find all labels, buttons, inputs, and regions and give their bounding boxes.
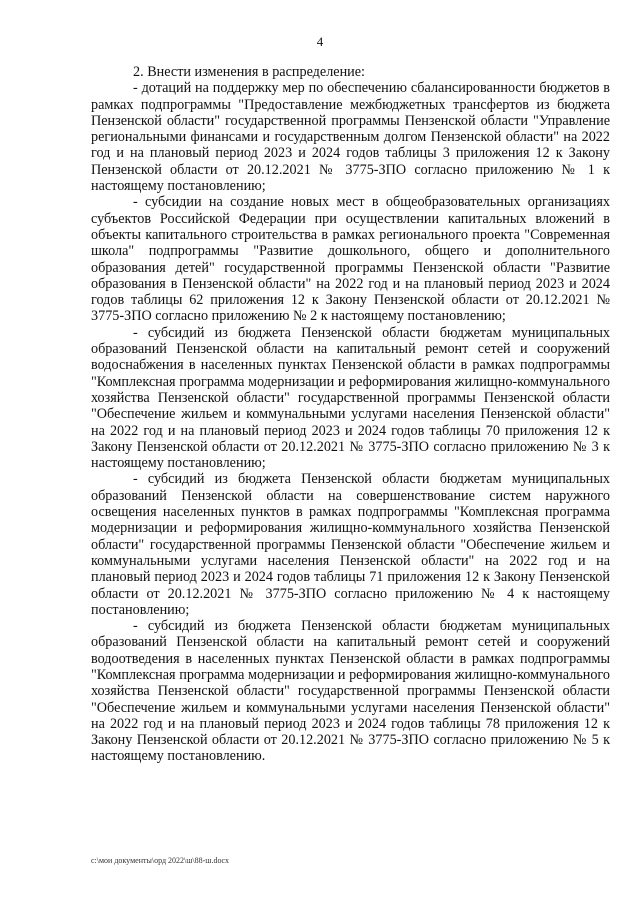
section-heading: 2. Внести изменения в распределение: <box>133 64 365 80</box>
paragraph-item: - субсидий из бюджета Пензенской области бюджетам муниципальных образований Пензенской области на капитальный ремонт сетей и сооружений водоотведения в населенных пунктах Пензенской области в рамках подпрограммы "Комплексная программа модернизации и реформирования жилищно-коммунального хозяйства Пензенской области" государственной программы Пензенской области "Обеспечение жильем и коммунальными услугами населения Пензенской области" на 2022 год и на плановый период 2023 и 2024 годов таблицы 78 приложения 12 к Закону Пензенской области от 20.12.2021 № 3775-ЗПО согласно приложению № 5 к настоящему постановлению. <box>91 618 610 765</box>
paragraph-item: - дотаций на поддержку мер по обеспечению сбалансированности бюджетов в рамках подпрограммы "Предоставление межбюджетных трансфертов из бюджета Пензенской области" государственной программы Пензенской области "Управление региональными финансами и государственным долгом Пензенской области" на 2022 год и на плановый период 2023 и 2024 годов таблицы 3 приложения 12 к Закону Пензенской области от 20.12.2021 № 3775-ЗПО согласно приложению № 1 к настоящему постановлению; <box>91 80 610 195</box>
footer-file-path: c:\мои документы\орд 2022\ш\88-ш.docx <box>91 856 230 865</box>
document-body <box>91 64 610 765</box>
paragraph-item: - субсидий из бюджета Пензенской области бюджетам муниципальных образований Пензенской области на капитальный ремонт сетей и сооружений водоснабжения в населенных пунктах Пензенской области в рамках подпрограммы "Комплексная программа модернизации и реформирования жилищно-коммунального хозяйства Пензенской области" государственной программы Пензенской области "Обеспечение жильем и коммунальными услугами населения Пензенской области" на 2022 год и на плановый период 2023 и 2024 годов таблицы 70 приложения 12 к Закону Пензенской области от 20.12.2021 № 3775-ЗПО согласно приложению № 3 к настоящему постановлению; <box>91 324 610 472</box>
page-number: 4 <box>316 34 324 49</box>
paragraph-item: - субсидии на создание новых мест в общеобразовательных организациях субъектов Российской Федерации при осуществлении капитальных вложений в объекты капитального строительства в рамках регионального проекта "Современная школа" подпрограммы "Развитие дошкольного, общего и дополнительного образования детей" государственной программы Пензенской области "Развитие образования в Пензенской области" на 2022 год и на плановый период 2023 и 2024 годов таблицы 62 приложения 12 к Закону Пензенской области от 20.12.2021 № 3775-ЗПО согласно приложению № 2 к настоящему постановлению; <box>91 194 610 325</box>
paragraph-item: - субсидий из бюджета Пензенской области бюджетам муниципальных образований Пензенской области на совершенствование систем наружного освещения населенных пунктов в рамках подпрограммы "Комплексная программа модернизации и реформирования жилищно-коммунального хозяйства Пензенской области" государственной программы Пензенской области "Обеспечение жильем и коммунальными услугами населения Пензенской области" на 2022 год и на плановый период 2023 и 2024 годов таблицы 71 приложения 12 к Закону Пензенской области от 20.12.2021 № 3775-ЗПО согласно приложению № 4 к настоящему постановлению; <box>91 471 610 618</box>
